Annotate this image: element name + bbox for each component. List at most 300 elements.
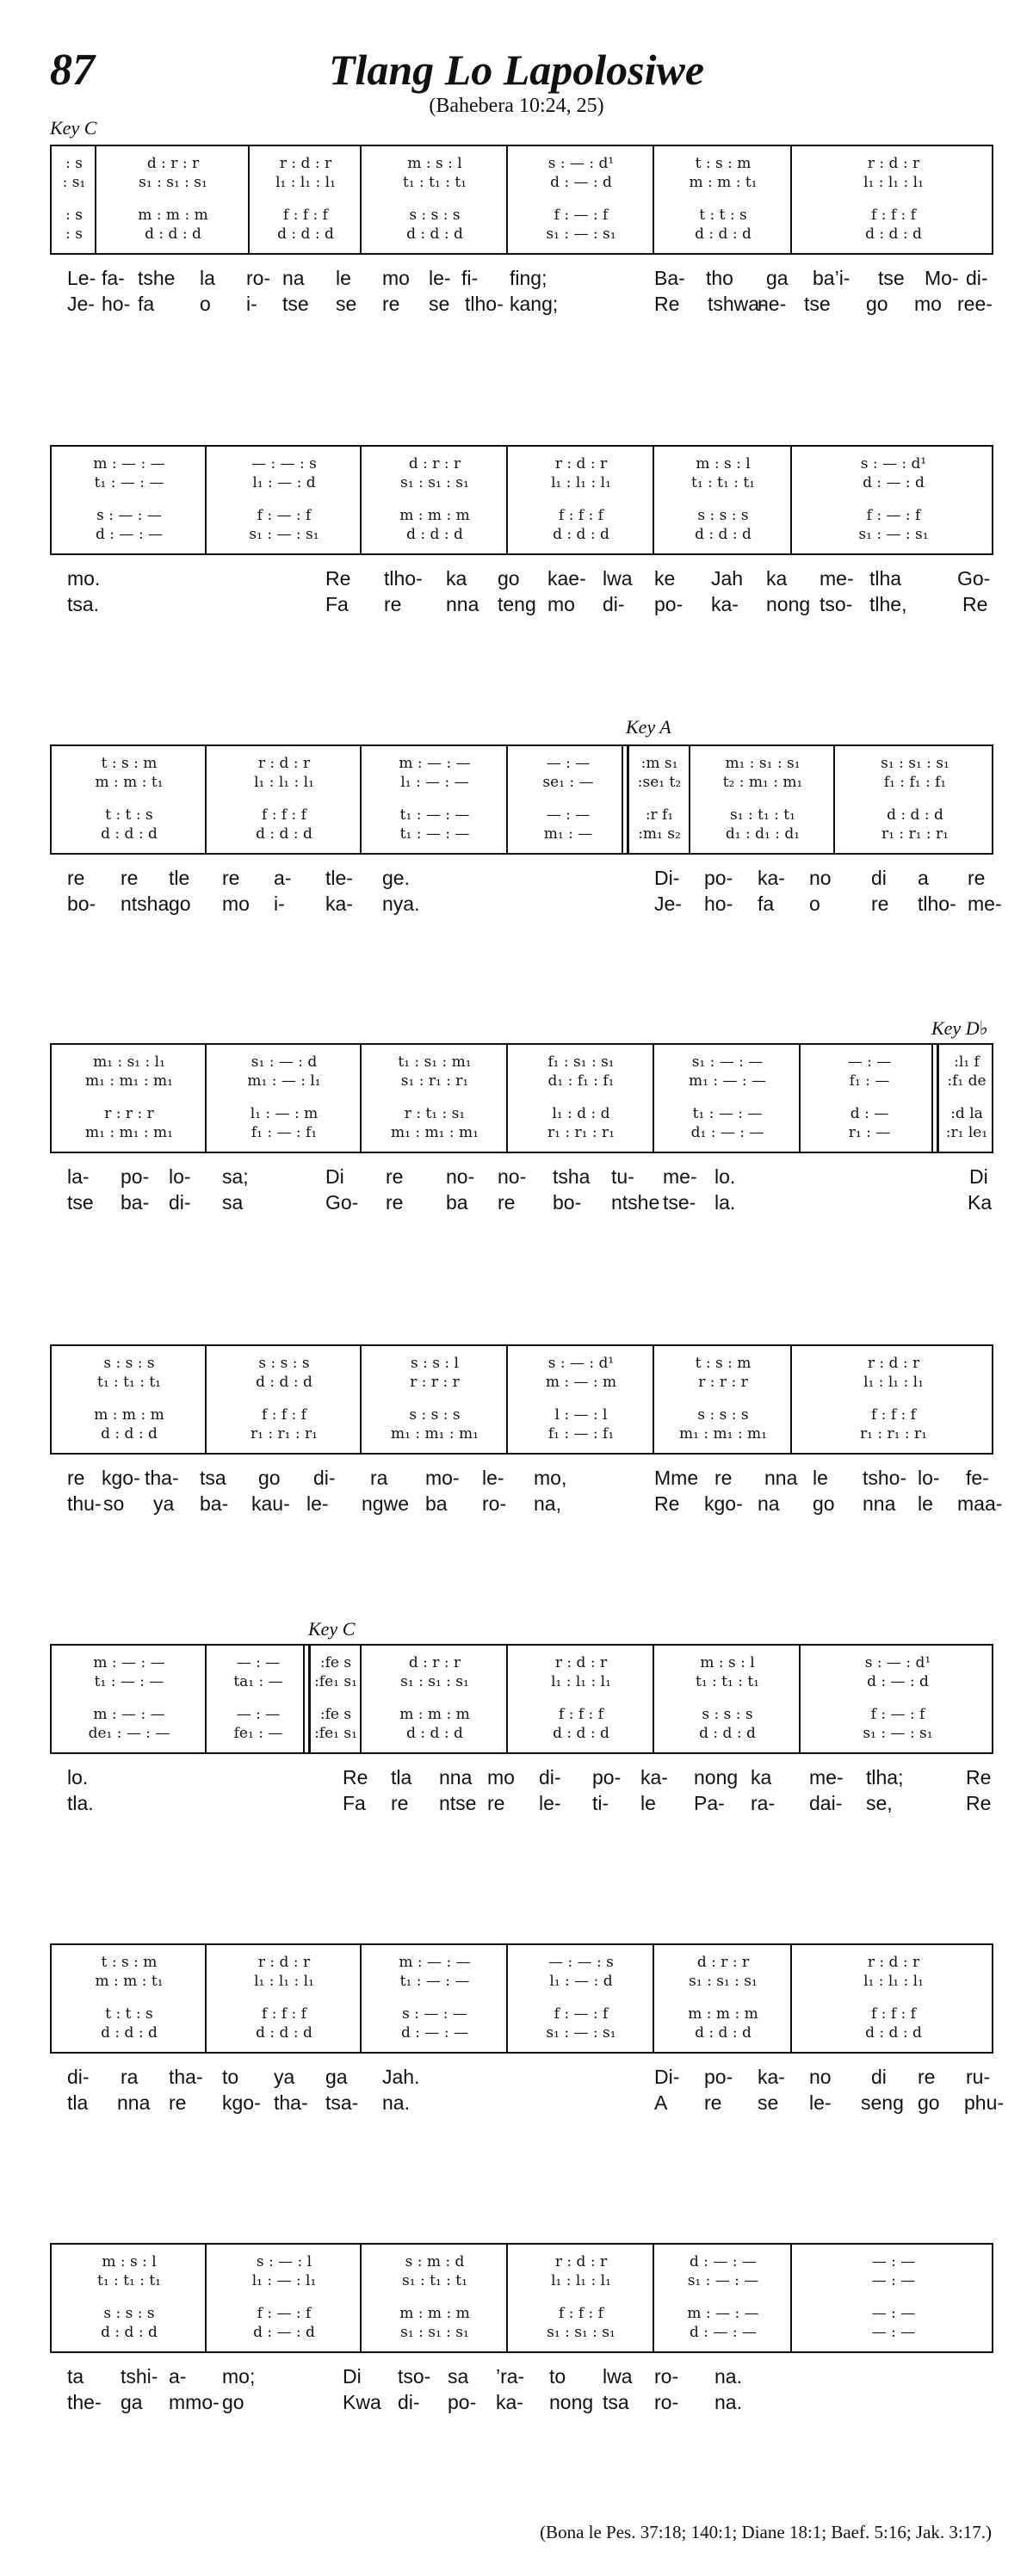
lyric-syllable: ka [446, 567, 467, 590]
hymn-number: 87 [50, 46, 95, 95]
lyric-syllable: re [169, 2091, 187, 2114]
lyric-syllable: Re [325, 567, 351, 590]
hymn-title: Tlang Lo Lapolosiwe [328, 46, 705, 94]
lyric-syllable: me- [968, 893, 1002, 915]
lyric-syllable: ba [425, 1492, 448, 1515]
solfa-measure: l₁ : d : d [552, 1105, 610, 1122]
lyric-syllable: bo- [67, 893, 96, 915]
solfa-measure: m₁ : — : l₁ [247, 1072, 321, 1090]
solfa-measure: — : — [236, 1706, 281, 1723]
lyric-syllable: mo [222, 893, 250, 915]
lyric-syllable: sa [448, 2365, 469, 2388]
solfa-measure: s : s : s [702, 1706, 753, 1723]
solfa-measure: — : — [871, 2272, 916, 2289]
lyric-syllable: fa [138, 293, 155, 315]
solfa-measure: l₁ : — : m [250, 1105, 319, 1122]
lyric-syllable: re [871, 893, 889, 915]
lyric-syllable: tla [67, 2091, 89, 2114]
lyric-syllable: tse- [663, 1191, 696, 1214]
solfa-measure: m : m : t₁ [95, 1973, 164, 1990]
lyric-syllable: ree- [957, 293, 993, 315]
lyric-syllable: ntshe [611, 1191, 660, 1214]
solfa-row [52, 2252, 992, 2272]
solfa-measure: m₁ : — [543, 825, 593, 843]
solfa-measure: l₁ : l₁ : l₁ [551, 474, 611, 491]
lyric-syllable: ka- [325, 893, 353, 915]
solfa-measure: t₁ : — : — [399, 1973, 470, 1990]
lyric-line [0, 1465, 1033, 1491]
solfa-measure: s : — : d¹ [864, 1654, 931, 1671]
solfa-measure: d : — : d [253, 2324, 315, 2341]
lyric-syllable: no- [498, 1165, 527, 1188]
solfa-measure: d : — : — [401, 2024, 468, 2042]
solfa-measure: :m₁ s₂ [638, 825, 681, 843]
solfa-measure: d₁ : d₁ : d₁ [725, 825, 801, 843]
lyric-syllable: lwa [603, 2365, 633, 2388]
lyric-syllable: Mo- [925, 267, 959, 289]
lyric-syllable: nya. [382, 893, 420, 915]
lyric-syllable: lo- [918, 1467, 940, 1489]
lyric-syllable: le- [809, 2091, 832, 2114]
solfa-measure: s : — : — [402, 2005, 467, 2023]
lyric-syllable: re [498, 1191, 516, 1214]
lyric-syllable: Mme [654, 1467, 699, 1489]
solfa-measure: s₁ : t₁ : t₁ [730, 806, 795, 824]
lyric-syllable: tha- [145, 1467, 179, 1489]
solfa-row [52, 1952, 992, 1973]
lyric-syllable: tsa [200, 1467, 226, 1489]
lyric-syllable: o [809, 893, 820, 915]
lyric-syllable: Fa [343, 1792, 366, 1814]
solfa-measure: m : s : l [700, 1654, 755, 1671]
solfa-measure: :d la [950, 1105, 983, 1122]
solfa-measure: f₁ : — : f₁ [547, 1425, 615, 1442]
lyric-syllable: tsha [553, 1165, 591, 1188]
lyric-syllable: Go- [325, 1191, 359, 1214]
solfa-measure: m₁ : s₁ : s₁ [725, 755, 801, 772]
solfa-row [52, 1071, 992, 1091]
lyric-syllable: Ka [968, 1191, 993, 1214]
solfa-measure: t₁ : — : — [94, 1673, 164, 1690]
solfa-measure: m : m : m [94, 1406, 164, 1424]
solfa-measure: m₁ : s₁ : l₁ [93, 1053, 165, 1071]
solfa-measure: s : s : s [697, 507, 749, 524]
solfa-measure: m : m : m [138, 207, 208, 224]
lyric-line [0, 2090, 1033, 2116]
solfa-row [52, 1103, 992, 1124]
solfa-row [52, 205, 992, 225]
solfa-measure: s : — : — [96, 507, 162, 524]
lyric-syllable: go [169, 893, 191, 915]
lyric-syllable: tlho- [918, 893, 956, 915]
lyric-syllable: Go- [957, 567, 991, 590]
lyric-syllable: la- [67, 1165, 90, 1188]
solfa-measure: s : — : d¹ [547, 1355, 615, 1372]
solfa-row [52, 1704, 992, 1725]
stave-system [50, 2243, 993, 2353]
solfa-measure: f : — : f [257, 507, 312, 524]
lyric-syllable: ga [325, 2066, 348, 2088]
solfa-measure: d : d : d [553, 1725, 609, 1742]
lyric-syllable: no- [446, 1165, 475, 1188]
lyric-syllable: a- [169, 2365, 187, 2388]
solfa-measure: l₁ : l₁ : l₁ [551, 2272, 611, 2289]
lyric-syllable: tlha [869, 567, 902, 590]
lyric-syllable: tsho- [863, 1467, 907, 1489]
solfa-row [52, 824, 992, 844]
solfa-measure: s : — : l [256, 2253, 312, 2270]
solfa-measure: d : d : d [101, 2024, 158, 2042]
lyric-syllable: nong [766, 593, 811, 615]
solfa-measure: r₁ : — [848, 1124, 891, 1141]
lyric-syllable: to [222, 2066, 239, 2088]
lyric-syllable: mo. [67, 567, 101, 590]
solfa-measure: d : — : — [690, 2324, 757, 2341]
lyric-syllable: tsa. [67, 593, 100, 615]
lyric-syllable: tso- [820, 593, 853, 615]
solfa-measure: m : — : — [93, 455, 165, 473]
lyric-syllable: fing; [510, 267, 547, 289]
lyric-syllable: Jah [711, 567, 744, 590]
key-label: Key C [50, 117, 97, 139]
lyric-syllable: ga [121, 2391, 143, 2413]
lyric-syllable: tse [67, 1191, 94, 1214]
lyric-syllable: ti- [592, 1792, 609, 1814]
solfa-measure: r : d : r [554, 1654, 608, 1671]
stave-system [50, 445, 993, 555]
lyric-syllable: ge. [382, 867, 410, 889]
solfa-measure: s₁ : — : — [691, 1053, 764, 1071]
lyric-syllable: le- [539, 1792, 561, 1814]
solfa-measure: r₁ : r₁ : r₁ [547, 1124, 615, 1141]
solfa-measure: d : d : d [406, 1725, 463, 1742]
solfa-row [52, 805, 992, 825]
lyric-syllable: la [200, 267, 215, 289]
lyric-syllable: mo, [534, 1467, 567, 1489]
lyric-syllable: le- [306, 1492, 329, 1515]
lyric-syllable: re [67, 867, 85, 889]
lyric-syllable: me- [820, 567, 854, 590]
lyric-syllable: phu- [964, 2091, 1005, 2114]
solfa-row [52, 505, 992, 526]
lyric-syllable: la. [714, 1191, 736, 1214]
solfa-measure: d : d : d [887, 806, 943, 824]
solfa-row [52, 1723, 992, 1744]
lyric-syllable: ra- [751, 1792, 776, 1814]
solfa-row [52, 2303, 992, 2324]
solfa-measure: s₁ : — : s₁ [249, 526, 319, 543]
lyric-line [0, 265, 1033, 291]
lyric-syllable: di [871, 2066, 887, 2088]
lyric-syllable: sa [222, 1191, 244, 1214]
lyric-syllable: sa; [222, 1165, 249, 1188]
solfa-measure: d : d : d [865, 2024, 922, 2042]
lyric-syllable: mo [547, 593, 575, 615]
solfa-measure: — : — [236, 1654, 281, 1671]
solfa-measure: t₁ : t₁ : t₁ [695, 1673, 759, 1690]
solfa-measure: m : — : — [399, 1954, 471, 1971]
lyric-syllable: re [704, 2091, 722, 2114]
solfa-measure: : s [65, 155, 83, 172]
lyric-syllable: bo- [553, 1191, 582, 1214]
solfa-measure: t : t : s [105, 806, 153, 824]
lyric-line [0, 1764, 1033, 1790]
lyric-syllable: o [200, 293, 211, 315]
solfa-measure: d : — [850, 1105, 889, 1122]
solfa-measure: :m s₁ [640, 755, 678, 772]
lyric-syllable: re [391, 1792, 409, 1814]
solfa-measure: m : s : l [407, 155, 462, 172]
lyric-syllable: se [429, 293, 450, 315]
lyric-syllable: ka [751, 1766, 772, 1788]
solfa-measure: :f₁ de [947, 1072, 987, 1090]
solfa-measure: r : d : r [554, 455, 608, 473]
lyric-syllable: lo- [169, 1165, 191, 1188]
solfa-measure: s : — : d¹ [547, 155, 615, 172]
solfa-measure: m₁ : m₁ : m₁ [85, 1072, 173, 1090]
solfa-row [52, 153, 992, 174]
lyric-syllable: po- [121, 1165, 150, 1188]
solfa-measure: s₁ : — : s₁ [546, 225, 616, 243]
solfa-measure: se₁ : — [542, 774, 594, 791]
solfa-measure: s₁ : r₁ : r₁ [400, 1072, 469, 1090]
lyric-syllable: ka- [711, 593, 739, 615]
solfa-measure: :fe₁ s₁ [314, 1725, 357, 1742]
solfa-row [52, 1372, 992, 1393]
solfa-measure: t : s : m [101, 755, 158, 772]
solfa-measure: f : f : f [262, 1406, 306, 1424]
lyric-syllable: tha- [274, 2091, 308, 2114]
lyric-syllable: fa- [102, 267, 125, 289]
lyric-syllable: di [871, 867, 887, 889]
lyric-syllable: re [384, 593, 402, 615]
lyric-syllable: na [758, 1492, 780, 1515]
lyric-syllable: Re [343, 1766, 368, 1788]
solfa-measure: d : — : d [867, 1673, 929, 1690]
solfa-row [52, 1671, 992, 1692]
lyric-syllable: re [386, 1191, 404, 1214]
solfa-measure: m : s : l [102, 2253, 157, 2270]
lyric-syllable: ra [370, 1467, 388, 1489]
solfa-measure: d : d : d [865, 225, 922, 243]
lyric-syllable: to [549, 2365, 566, 2388]
solfa-measure: f : f : f [559, 507, 603, 524]
lyric-syllable: lo. [714, 1165, 736, 1188]
solfa-measure: l₁ : l₁ : l₁ [551, 1673, 611, 1690]
solfa-measure: f₁ : f₁ : f₁ [883, 774, 947, 791]
solfa-measure: m : — : m [545, 1374, 617, 1391]
key-label: Key C [308, 1618, 356, 1640]
solfa-measure: r : d : r [257, 1954, 311, 1971]
solfa-row [52, 2270, 992, 2291]
solfa-measure: f₁ : s₁ : s₁ [547, 1053, 615, 1071]
solfa-row [52, 753, 992, 774]
lyric-syllable: tshwa- [708, 293, 766, 315]
solfa-measure: ta₁ : — [233, 1673, 283, 1690]
lyric-syllable: maa- [957, 1492, 1003, 1515]
lyric-syllable: le [640, 1792, 656, 1814]
lyric-syllable: go [222, 2391, 244, 2413]
lyric-syllable: Re [962, 593, 988, 615]
lyric-syllable: no [809, 867, 832, 889]
solfa-measure: l : — : l [554, 1406, 608, 1424]
stave-system [50, 145, 993, 255]
lyric-syllable: re [968, 867, 986, 889]
lyric-syllable: ngwe [362, 1492, 409, 1515]
lyric-syllable: Kwa [343, 2391, 381, 2413]
lyric-syllable: tse [804, 293, 831, 315]
scripture-reference: (Bahebera 10:24, 25) [429, 95, 604, 117]
solfa-measure: d : d : d [406, 526, 463, 543]
footnote-references: (Bona le Pes. 37:18; 140:1; Diane 18:1; Baef. 5:16; Jak. 3:17.) [540, 2522, 992, 2542]
lyric-syllable: ho- [102, 293, 131, 315]
solfa-measure: r : t₁ : s₁ [404, 1105, 466, 1122]
solfa-measure: m : — : — [399, 755, 471, 772]
lyric-syllable: Jah. [382, 2066, 420, 2088]
solfa-measure: — : — : s [251, 455, 317, 473]
lyric-syllable: tse [282, 293, 309, 315]
lyric-syllable: re [67, 1467, 85, 1489]
lyric-syllable: lwa [603, 567, 633, 590]
lyric-syllable: di- [603, 593, 625, 615]
lyric-syllable: Di [969, 1165, 988, 1188]
lyric-syllable: me- [663, 1165, 697, 1188]
solfa-measure: s : s : s [103, 1355, 155, 1372]
solfa-measure: r₁ : r₁ : r₁ [860, 1425, 927, 1442]
solfa-measure: t : t : s [105, 2005, 153, 2023]
lyric-line [0, 565, 1033, 591]
lyric-syllable: tle- [325, 867, 353, 889]
lyric-syllable: ntsha [121, 893, 170, 915]
solfa-measure: : s [65, 207, 83, 224]
solfa-measure: m : m : m [399, 507, 470, 524]
solfa-measure: t : s : m [695, 1355, 752, 1372]
lyric-line [0, 2363, 1033, 2389]
solfa-measure: t₁ : — : — [399, 806, 470, 824]
lyric-syllable: Di- [654, 2066, 680, 2088]
lyric-syllable: ne- [758, 293, 787, 315]
lyric-line [0, 2389, 1033, 2415]
solfa-measure: t : t : s [699, 207, 747, 224]
lyric-syllable: kgo- [222, 2091, 261, 2114]
lyric-syllable: re [382, 293, 400, 315]
lyric-syllable: go [498, 567, 520, 590]
solfa-measure: r₁ : r₁ : r₁ [881, 825, 949, 843]
lyric-syllable: tha- [169, 2066, 203, 2088]
lyric-syllable: na, [534, 1492, 561, 1515]
solfa-measure: s₁ : s₁ : s₁ [689, 1973, 758, 1990]
lyric-syllable: nna [764, 1467, 798, 1489]
solfa-measure: — : — [546, 755, 591, 772]
solfa-measure: m : — : — [687, 2305, 759, 2322]
solfa-measure: m : — : — [93, 1654, 165, 1671]
solfa-measure: r : d : r [867, 1355, 920, 1372]
lyric-syllable: tshe [138, 267, 176, 289]
lyric-syllable: tla. [67, 1792, 94, 1814]
solfa-measure: s₁ : — : s₁ [546, 2024, 616, 2042]
lyric-syllable: so [103, 1492, 125, 1515]
solfa-row [52, 1052, 992, 1072]
solfa-measure: s : s : l [411, 1355, 459, 1372]
solfa-measure: s₁ : s₁ : s₁ [400, 1673, 469, 1690]
lyric-syllable: re [487, 1792, 505, 1814]
solfa-measure: : s₁ [62, 174, 86, 191]
lyric-syllable: na. [714, 2391, 742, 2413]
lyric-syllable: tlho- [465, 293, 504, 315]
solfa-row [52, 2023, 992, 2043]
lyric-syllable: mo; [222, 2365, 256, 2388]
solfa-measure: d : d : d [695, 225, 752, 243]
lyric-syllable: se [336, 293, 357, 315]
solfa-measure: :fe s [319, 1706, 352, 1723]
lyric-syllable: mmo- [169, 2391, 220, 2413]
lyric-syllable: ka- [758, 2066, 785, 2088]
lyric-syllable: ba- [121, 1191, 150, 1214]
lyric-syllable: a- [274, 867, 292, 889]
lyric-syllable: ho- [704, 893, 733, 915]
lyric-syllable: po- [448, 2391, 477, 2413]
lyric-syllable: le [813, 1467, 828, 1489]
solfa-measure: f : f : f [871, 207, 916, 224]
solfa-measure: l₁ : l₁ : l₁ [275, 174, 336, 191]
lyric-syllable: kgo- [102, 1467, 140, 1489]
lyric-syllable: a [918, 867, 929, 889]
lyric-syllable: po- [654, 593, 684, 615]
solfa-measure: r : r : r [104, 1105, 154, 1122]
solfa-measure: f : f : f [559, 1706, 603, 1723]
lyric-syllable: po- [592, 1766, 622, 1788]
solfa-measure: d : d : d [256, 2024, 312, 2042]
lyric-syllable: ba’i- [813, 267, 851, 289]
solfa-measure: f : f : f [871, 2005, 916, 2023]
lyric-syllable: ke [654, 567, 676, 590]
solfa-measure: m₁ : m₁ : m₁ [391, 1425, 479, 1442]
solfa-measure: r : r : r [410, 1374, 460, 1391]
solfa-row [52, 1652, 992, 1673]
stave-system [50, 1344, 993, 1455]
solfa-row [52, 1122, 992, 1143]
lyric-syllable: i- [246, 293, 257, 315]
lyric-syllable: ka- [640, 1766, 668, 1788]
solfa-measure: s₁ : — : s₁ [858, 526, 929, 543]
solfa-measure: de₁ : — : — [88, 1725, 170, 1742]
lyric-syllable: di- [539, 1766, 561, 1788]
solfa-measure: s : — : d¹ [860, 455, 927, 473]
solfa-measure: d : d : d [145, 225, 201, 243]
lyric-syllable: nna [439, 1766, 473, 1788]
lyric-syllable: fi- [461, 267, 479, 289]
lyric-syllable: ’ra- [496, 2365, 525, 2388]
solfa-measure: d : d : d [101, 2324, 158, 2341]
lyric-syllable: nna [863, 1492, 896, 1515]
solfa-measure: f : f : f [262, 806, 306, 824]
solfa-measure: r₁ : r₁ : r₁ [251, 1425, 318, 1442]
solfa-measure: f : — : f [870, 1706, 925, 1723]
lyric-syllable: thu- [67, 1492, 102, 1515]
lyric-syllable: seng [861, 2091, 904, 2114]
lyric-syllable: ro- [246, 267, 271, 289]
solfa-measure: d : d : d [695, 526, 752, 543]
solfa-measure: r : d : r [867, 1954, 920, 1971]
lyric-line [0, 865, 1033, 891]
lyric-syllable: Re [654, 1492, 680, 1515]
lyric-syllable: tu- [611, 1165, 634, 1188]
solfa-measure: m : s : l [696, 455, 751, 473]
solfa-measure: d : d : d [553, 526, 609, 543]
lyric-syllable: me- [809, 1766, 844, 1788]
solfa-measure: s₁ : s₁ : s₁ [881, 755, 949, 772]
solfa-measure: l₁ : l₁ : l₁ [863, 174, 924, 191]
